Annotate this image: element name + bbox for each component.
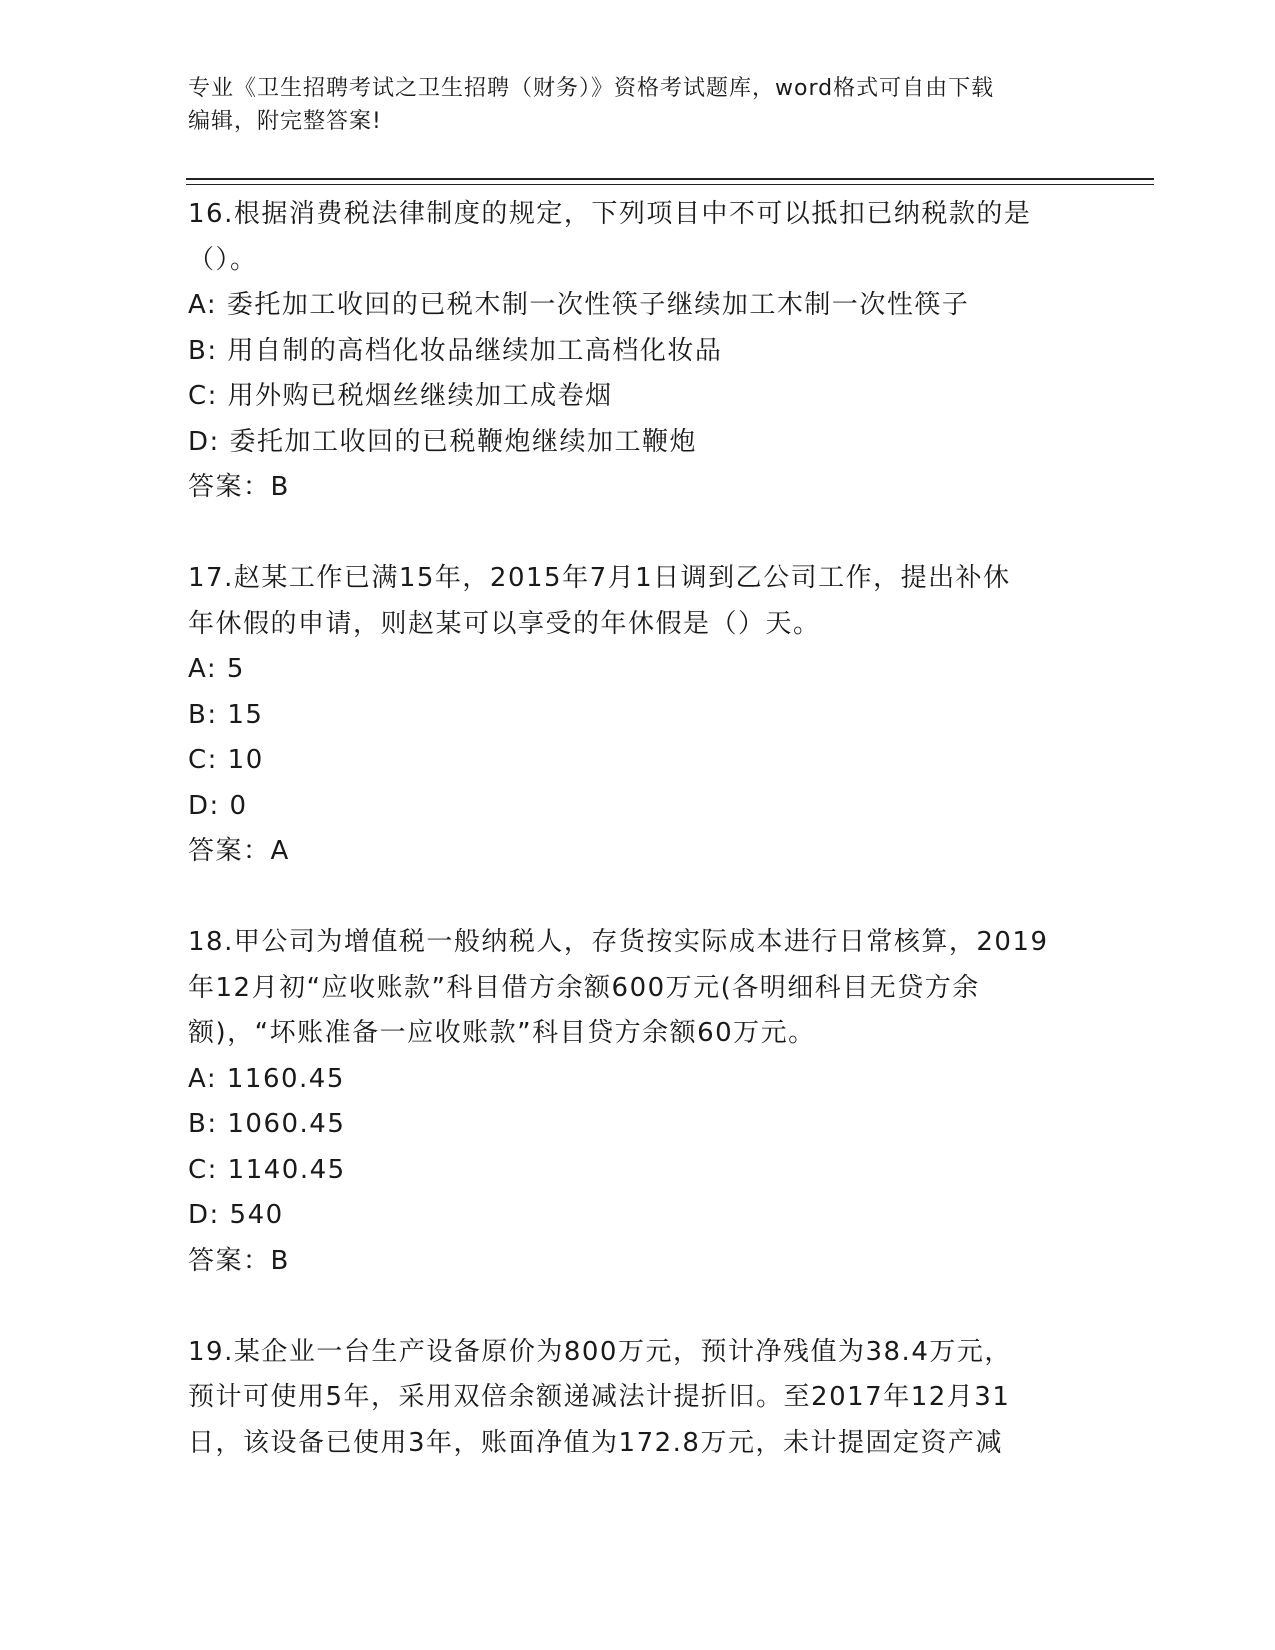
question-stem: 日，该设备已使用3年，账面净值为172.8万元，未计提固定资产减: [188, 1427, 1003, 1458]
option-a: A: 1160.45: [188, 1063, 345, 1094]
document-header: [188, 72, 1068, 138]
option-a: A: 5: [188, 654, 245, 684]
option-b: B: 15: [188, 699, 264, 730]
question-stem: （）。: [188, 244, 258, 275]
header-line: 专业《卫生招聘考试之卫生招聘（财务）》资格考试题库，word格式可自由下载: [188, 76, 995, 101]
question-stem: 17.赵某工作已满15年，2015年7月1日调到乙公司工作，提出补休: [188, 563, 1011, 593]
question-stem: 额)，“坏账准备一应收账款”科目贷方余额60万元。: [188, 1018, 816, 1048]
spacer: [188, 875, 1088, 921]
option-c: C: 10: [188, 745, 264, 775]
option-d: D: 540: [188, 1200, 284, 1230]
question-17: [188, 556, 1088, 875]
question-stem: 预计可使用5年，采用双倍余额递减法计提折旧。至2017年12月31: [188, 1382, 1011, 1412]
question-18: [188, 920, 1088, 1284]
question-19: [188, 1330, 1088, 1467]
question-stem: 19.某企业一台生产设备原价为800万元，预计净残值为38.4万元，: [188, 1336, 1012, 1367]
option-a: A: 委托加工收回的已税木制一次性筷子继续加工木制一次性筷子: [188, 290, 970, 320]
answer: 答案：B: [188, 1245, 290, 1276]
header-divider: [186, 178, 1154, 180]
question-16: [188, 192, 1088, 511]
option-d: D: 0: [188, 790, 248, 821]
spacer: [188, 1284, 1088, 1330]
spacer: [188, 511, 1088, 557]
option-c: C: 1140.45: [188, 1154, 346, 1185]
question-stem: 年12月初“应收账款”科目借方余额600万元(各明细科目无贷方余: [188, 972, 980, 1003]
question-stem: 18.甲公司为增值税一般纳税人，存货按实际成本进行日常核算，2019: [188, 927, 1049, 957]
option-c: C: 用外购已税烟丝继续加工成卷烟: [188, 381, 613, 411]
answer: 答案：A: [188, 836, 290, 866]
question-list: [188, 192, 1088, 1466]
question-stem: 16.根据消费税法律制度的规定，下列项目中不可以抵扣已纳税款的是: [188, 199, 1032, 229]
header-line: 编辑，附完整答案!: [188, 109, 382, 134]
option-b: B: 用自制的高档化妆品继续加工高档化妆品: [188, 335, 723, 366]
option-d: D: 委托加工收回的已税鞭炮继续加工鞭炮: [188, 426, 698, 457]
answer: 答案：B: [188, 472, 290, 502]
header-divider: [186, 184, 1154, 185]
option-b: B: 1060.45: [188, 1109, 346, 1139]
question-stem: 年休假的申请，则赵某可以享受的年休假是（）天。: [188, 608, 821, 639]
